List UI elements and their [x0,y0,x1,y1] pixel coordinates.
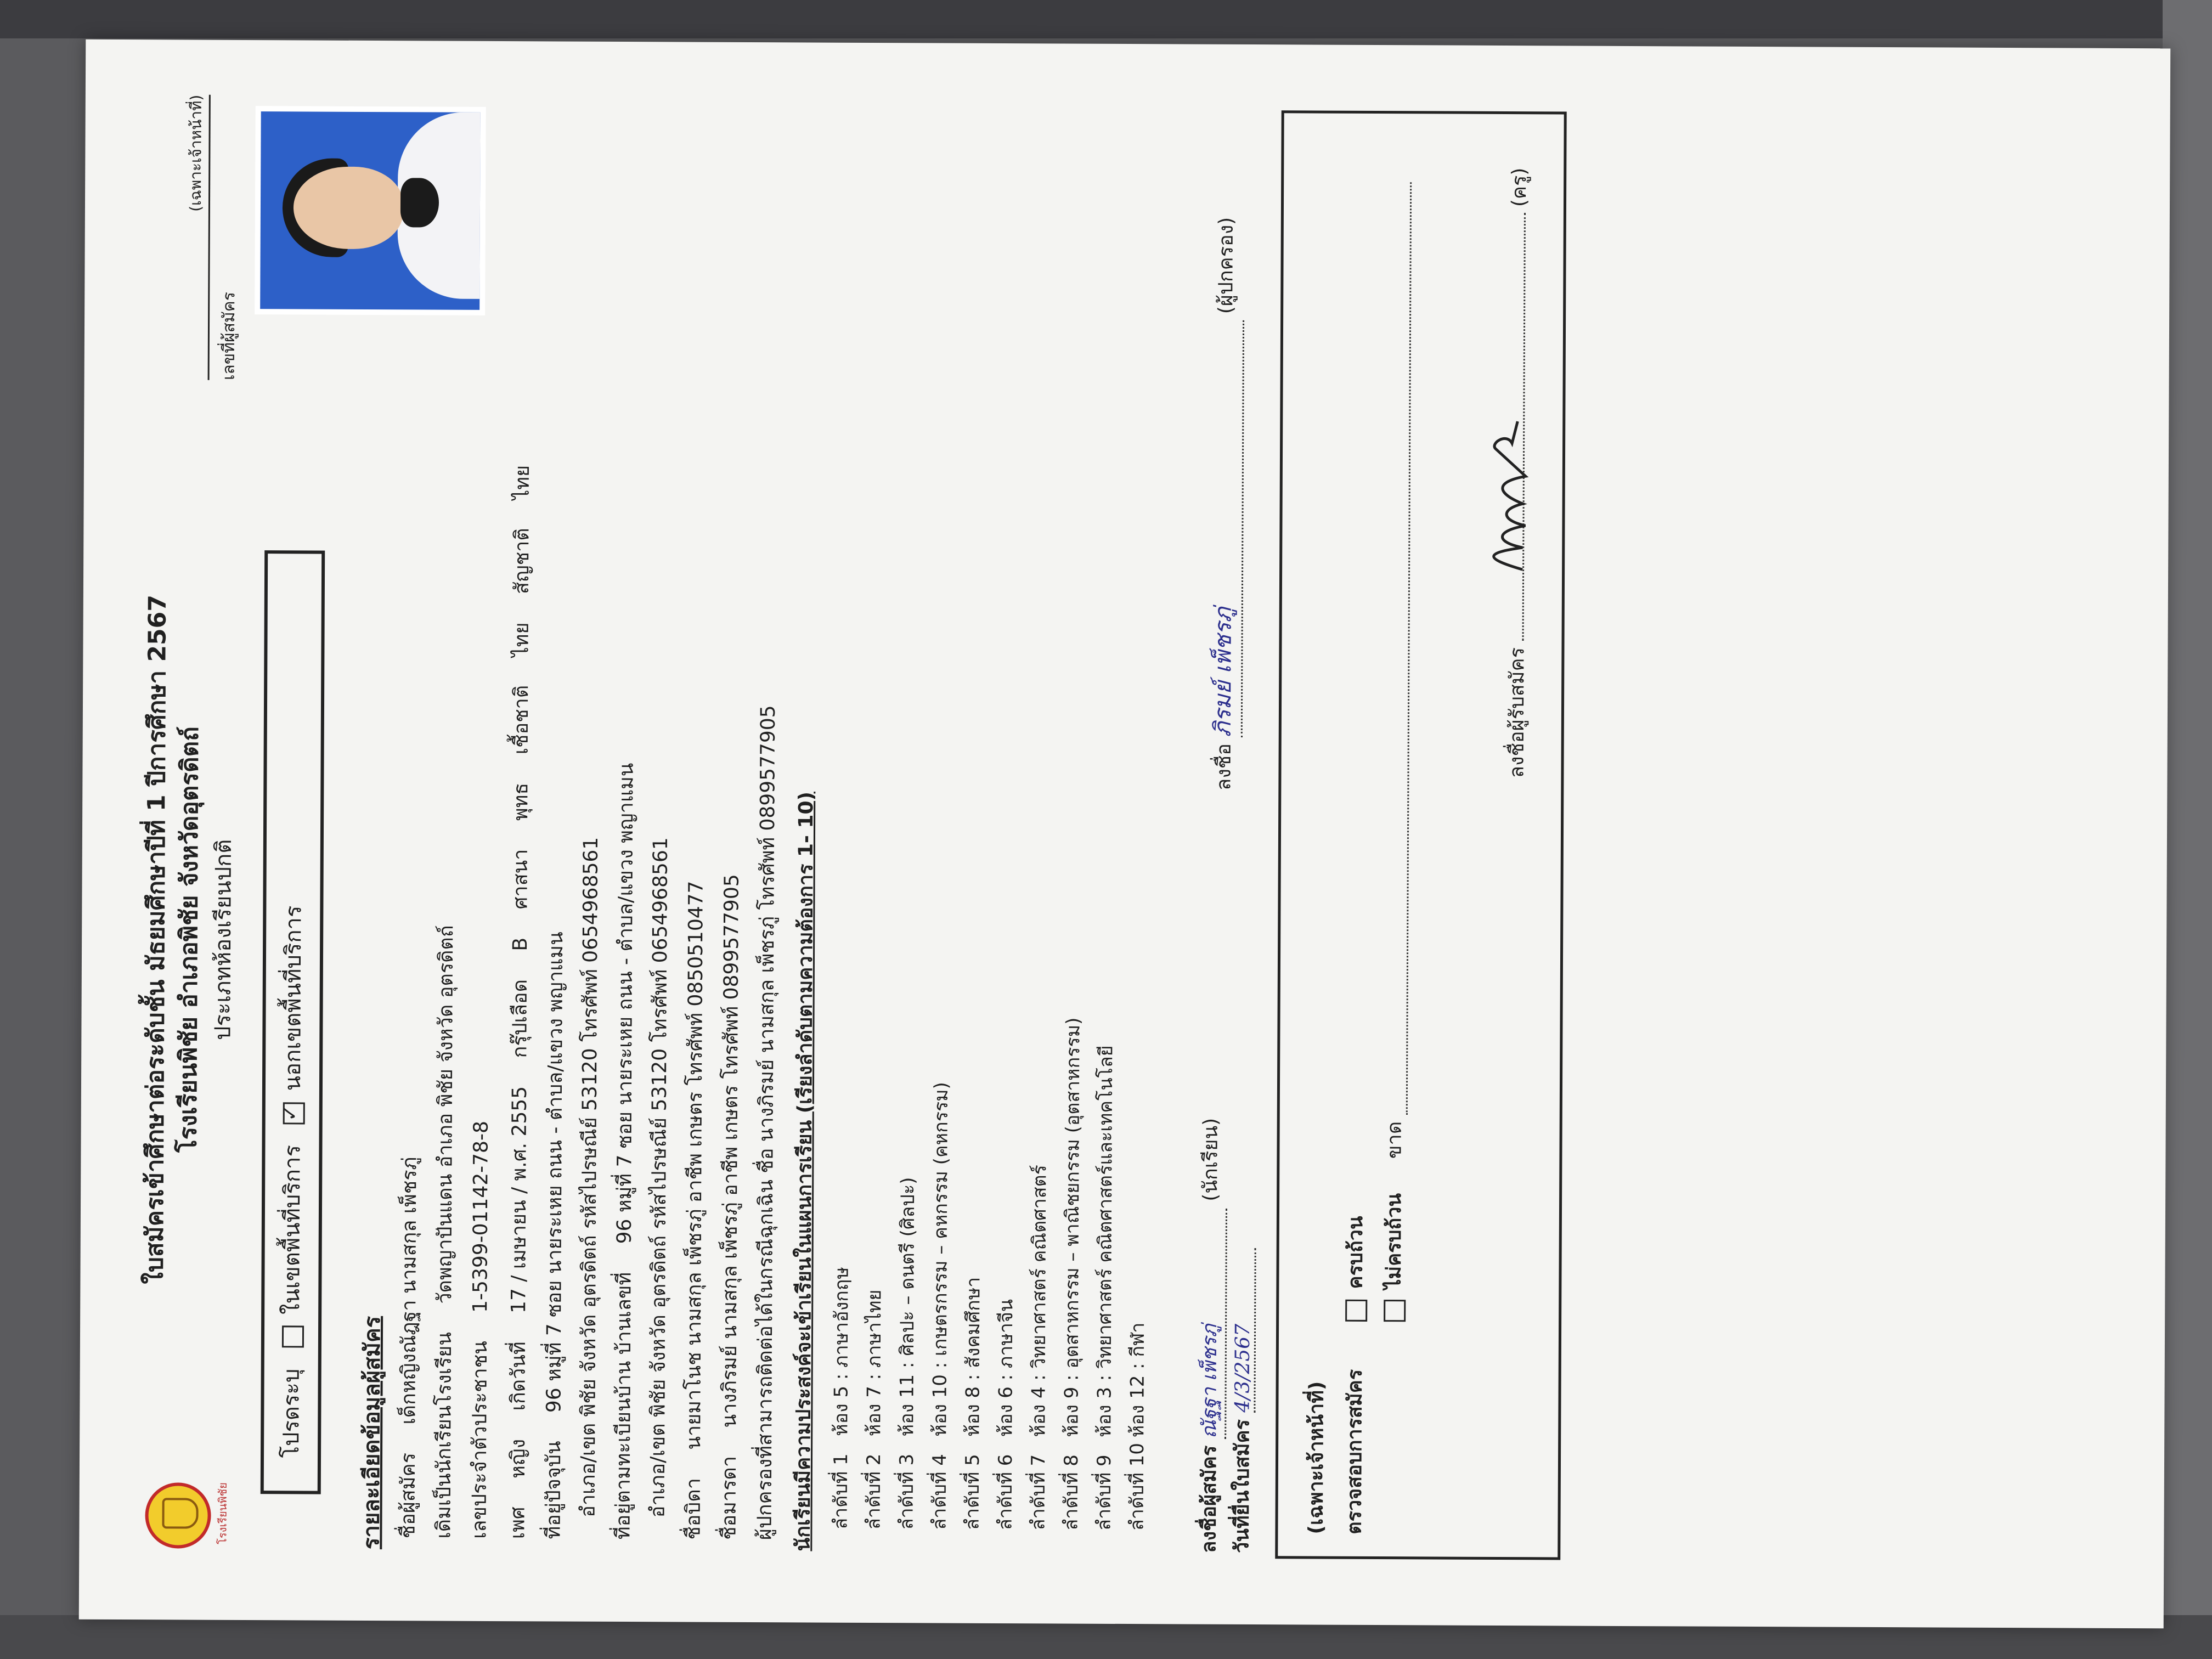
application-paper [79,40,2171,1629]
zone-prompt: โปรดระบุ [279,1368,304,1458]
preference-rank: ลำดับที่ 9 [1093,1454,1116,1531]
preferences-title: นักเรียนมีความประสงค์จะเข้าเรียนในแผนการเรียน (เรียงลำดับตามความต้องการ 1- 10) [792,791,818,1551]
guardian-row: ผู้ปกครองที่สามารถติดต่อได้ในกรณีฉุกเฉิน ชื่อ นางภิรมย์ นามสกุล เพ็ชรภู่ โทรศัพท์ 0899577905 [753,705,780,1541]
blood-label: กรุ๊ปเลือด [509,979,532,1058]
preference-choice: ห้อง 6 : ภาษาจีน [995,1299,1018,1437]
missing-label: ขาด [1383,1121,1406,1159]
religion-value: พุทธ [510,782,533,821]
school-label: เดิมเป็นนักเรียนโรงเรียน [432,1331,456,1539]
preference-rank: ลำดับที่ 8 [1060,1454,1083,1531]
preference-rank: ลำดับที่ 2 [862,1453,885,1530]
photo-tie [400,178,439,227]
preference-rank: ลำดับที่ 7 [1027,1454,1050,1531]
officer-header: (เฉพาะเจ้าหน้าที่) [1305,1381,1328,1534]
preference-item [990,1299,1020,1530]
background-top [0,0,2212,38]
personal-row [501,465,538,1539]
father-row [677,881,711,1539]
preference-item [1023,1165,1054,1530]
preference-choice: ห้อง 11 : ศิลปะ – ดนตรี (ศิลปะ) [896,1177,919,1437]
name-label: ชื่อผู้สมัคร [397,1452,420,1539]
name-row [392,1157,425,1539]
address-registered-label: ที่อยู่ตามทะเบียนบ้าน บ้านเลขที่ [612,1272,636,1540]
officer-box [1275,110,1567,1560]
applicant-role: (นักเรียน) [1199,1118,1222,1201]
preference-item [1088,1045,1120,1531]
preference-rank: ลำดับที่ 5 [961,1454,984,1530]
father-value: นายมาโนช นามสกุล เพ็ชรภู่ อาชีพ เกษตร โทรศัพท์ 0850510477 [682,881,708,1450]
incomplete-checkbox[interactable] [1384,1300,1406,1322]
preference-choice: ห้อง 12 : กีฬา [1126,1322,1149,1438]
preference-choice: ห้อง 3 : วิทยาศาสตร์ คณิตศาสตร์และเทคโนโลยี [1093,1045,1118,1437]
applicant-photo [255,106,486,315]
document-content [101,83,2170,1606]
guardian-signature-row [1204,217,1245,791]
race-label: เชื้อชาติ [510,685,533,755]
preference-choice: ห้อง 4 : วิทยาศาสตร์ คณิตศาสตร์ [1028,1165,1051,1437]
preference-rank: ลำดับที่ 3 [895,1453,918,1530]
receiver-signature-scribble-icon [1473,410,1539,575]
receiver-signature-label: ลงชื่อผู้รับสมัคร [1505,647,1529,778]
officer-check-label: ตรวจสอบการสมัคร [1343,1369,1367,1534]
photo-face [294,166,404,249]
preference-item [957,1277,988,1530]
mother-label: ชื่อมารดา [718,1455,741,1540]
father-label: ชื่อบิดา [682,1477,705,1540]
title-line-2: โรงเรียนพิชัย อำเภอพิชัย จังหวัดอุตรดิตถ์ [174,726,204,1153]
dob-value: 17 / เมษายน / พ.ศ. 2555 [507,1086,531,1313]
staff-only-header: (เฉพาะเจ้าหน้าที่) [186,94,205,212]
preference-item [891,1177,922,1530]
guardian-role: (ผู้ปกครอง) [1215,217,1238,314]
complete-label: ครบถ้วน [1344,1216,1367,1289]
applicant-number-label: เลขที่ผู้สมัคร [219,292,239,380]
receiver-signature[interactable] [1522,213,1526,641]
applicant-signature-label: ลงชื่อผู้สมัคร [1198,1445,1221,1553]
complete-option[interactable] [1339,1216,1371,1326]
preference-choice: ห้อง 8 : สังคมศึกษา [962,1277,985,1437]
school-row [427,925,461,1539]
race-value: ไทย [510,622,533,657]
zone-option-in[interactable] [274,1145,310,1352]
mother-row [713,874,747,1540]
blood-value: B [509,937,532,951]
preference-choice: ห้อง 5 : ภาษาอังกฤษ [830,1267,853,1436]
staff-number-box [186,94,250,380]
nationality-value: ไทย [511,465,534,500]
address-registered-value: 96 หมู่ที่ 7 ซอย นายระเหย ถนน - ตำบล/แขวง พญาแมน [613,763,638,1244]
zone-choice-box [261,550,325,1494]
title-line-1: ใบสมัครเข้าศึกษาต่อระดับชั้น มัธยมศึกษาปีที่ 1 ปีการศึกษา 2567 [140,594,172,1284]
zone-option-out[interactable] [275,905,311,1128]
guardian-signature[interactable]: ภิรมย์ เพ็ชรภู่ [1205,320,1244,737]
preference-item [1056,1017,1087,1530]
preference-rank: ลำดับที่ 4 [928,1454,951,1530]
photo-background [260,111,481,310]
preference-choice: ห้อง 10 : เกษตรกรรม – คหกรรม (คหกรรม) [929,1082,953,1437]
date-label: วันที่ยื่นใบสมัคร [1231,1419,1254,1554]
title-line-3: ประเภทห้องเรียนปกติ [210,839,236,1041]
address-current-row-2: อำเภอ/เขต พิชัย จังหวัด อุตรดิตถ์ รหัสไปรษณีย์ 53120 โทรศัพท์ 0654968561 [577,837,602,1517]
background-right [2163,0,2212,1659]
guardian-signature-label: ลงชื่อ [1212,743,1235,791]
applicant-signature[interactable]: ณัฐฐา เพ็ชรภู่ [1193,1208,1227,1438]
seal-text: โรงเรียนพิชัย [216,1482,229,1544]
preference-rank: ลำดับที่ 1 [830,1453,853,1530]
religion-label: ศาสนา [509,849,532,910]
applicant-signature-row [1193,1118,1227,1553]
application-date[interactable]: 4/3/2567 [1231,1248,1256,1413]
mother-value: นางภิรมย์ นามสกุล เพ็ชรภู่ อาชีพ เกษตร โทรศัพท์ 0899577905 [718,874,743,1428]
address-current-label: ที่อยู่ปัจจุบัน [542,1441,566,1539]
preference-rank: ลำดับที่ 10 [1126,1442,1149,1531]
preference-rank: ลำดับที่ 6 [994,1454,1017,1531]
id-value: 1-5399-01142-78-8 [469,1121,493,1313]
incomplete-option[interactable] [1378,182,1414,1326]
preference-choice: ห้อง 9 : อุตสาหกรรม – พาณิชยกรรม (อุตสาหกรรม) [1060,1017,1085,1437]
dob-label: เกิดวันที่ [507,1341,530,1411]
address-current-value: 96 หมู่ที่ 7 ซอย นายระเหย ถนน - ตำบล/แขวง พญาแมน [543,932,568,1413]
id-label: เลขประจำตัวประชาชน [468,1341,492,1539]
zone-in-checkbox[interactable] [282,1326,304,1348]
missing-items-field[interactable] [1384,182,1412,1115]
receiver-signature-row [1500,167,1534,778]
zone-in-label: ในเขตพื้นที่บริการ [279,1144,306,1315]
preference-item [924,1082,956,1530]
name-value: เด็กหญิงณัฎฐา นามสกุล เพ็ชรภู่ [397,1156,421,1425]
id-row [463,1121,496,1539]
receiver-role: (ครู) [1508,167,1531,207]
preference-choice: ห้อง 7 : ภาษาไทย [863,1289,886,1437]
complete-checkbox[interactable] [1345,1300,1367,1322]
date-row [1226,1248,1258,1553]
zone-out-label: นอกเขตพื้นที่บริการ [280,905,307,1091]
preference-item [1121,1322,1152,1531]
preference-item [858,1290,889,1530]
sex-label: เพศ [506,1506,529,1539]
sex-value: หญิง [506,1438,530,1479]
preference-item [825,1267,856,1530]
address-registered-row [607,763,641,1540]
address-registered-row-2: อำเภอ/เขต พิชัย จังหวัด อุตรดิตถ์ รหัสไปรษณีย์ 53120 โทรศัพท์ 0654968561 [646,837,672,1518]
incomplete-label: ไม่ครบถ้วน [1383,1193,1406,1289]
school-value: วัดพญาปันแดน อำเภอ พิชัย จังหวัด อุตรดิตถ์ [433,925,458,1304]
zone-out-checkbox[interactable] [283,1102,305,1124]
details-section-title: รายละเอียดข้อมูลผู้สมัคร [359,1316,386,1550]
nationality-label: สัญชาติ [510,528,534,595]
address-current-row [537,932,571,1539]
